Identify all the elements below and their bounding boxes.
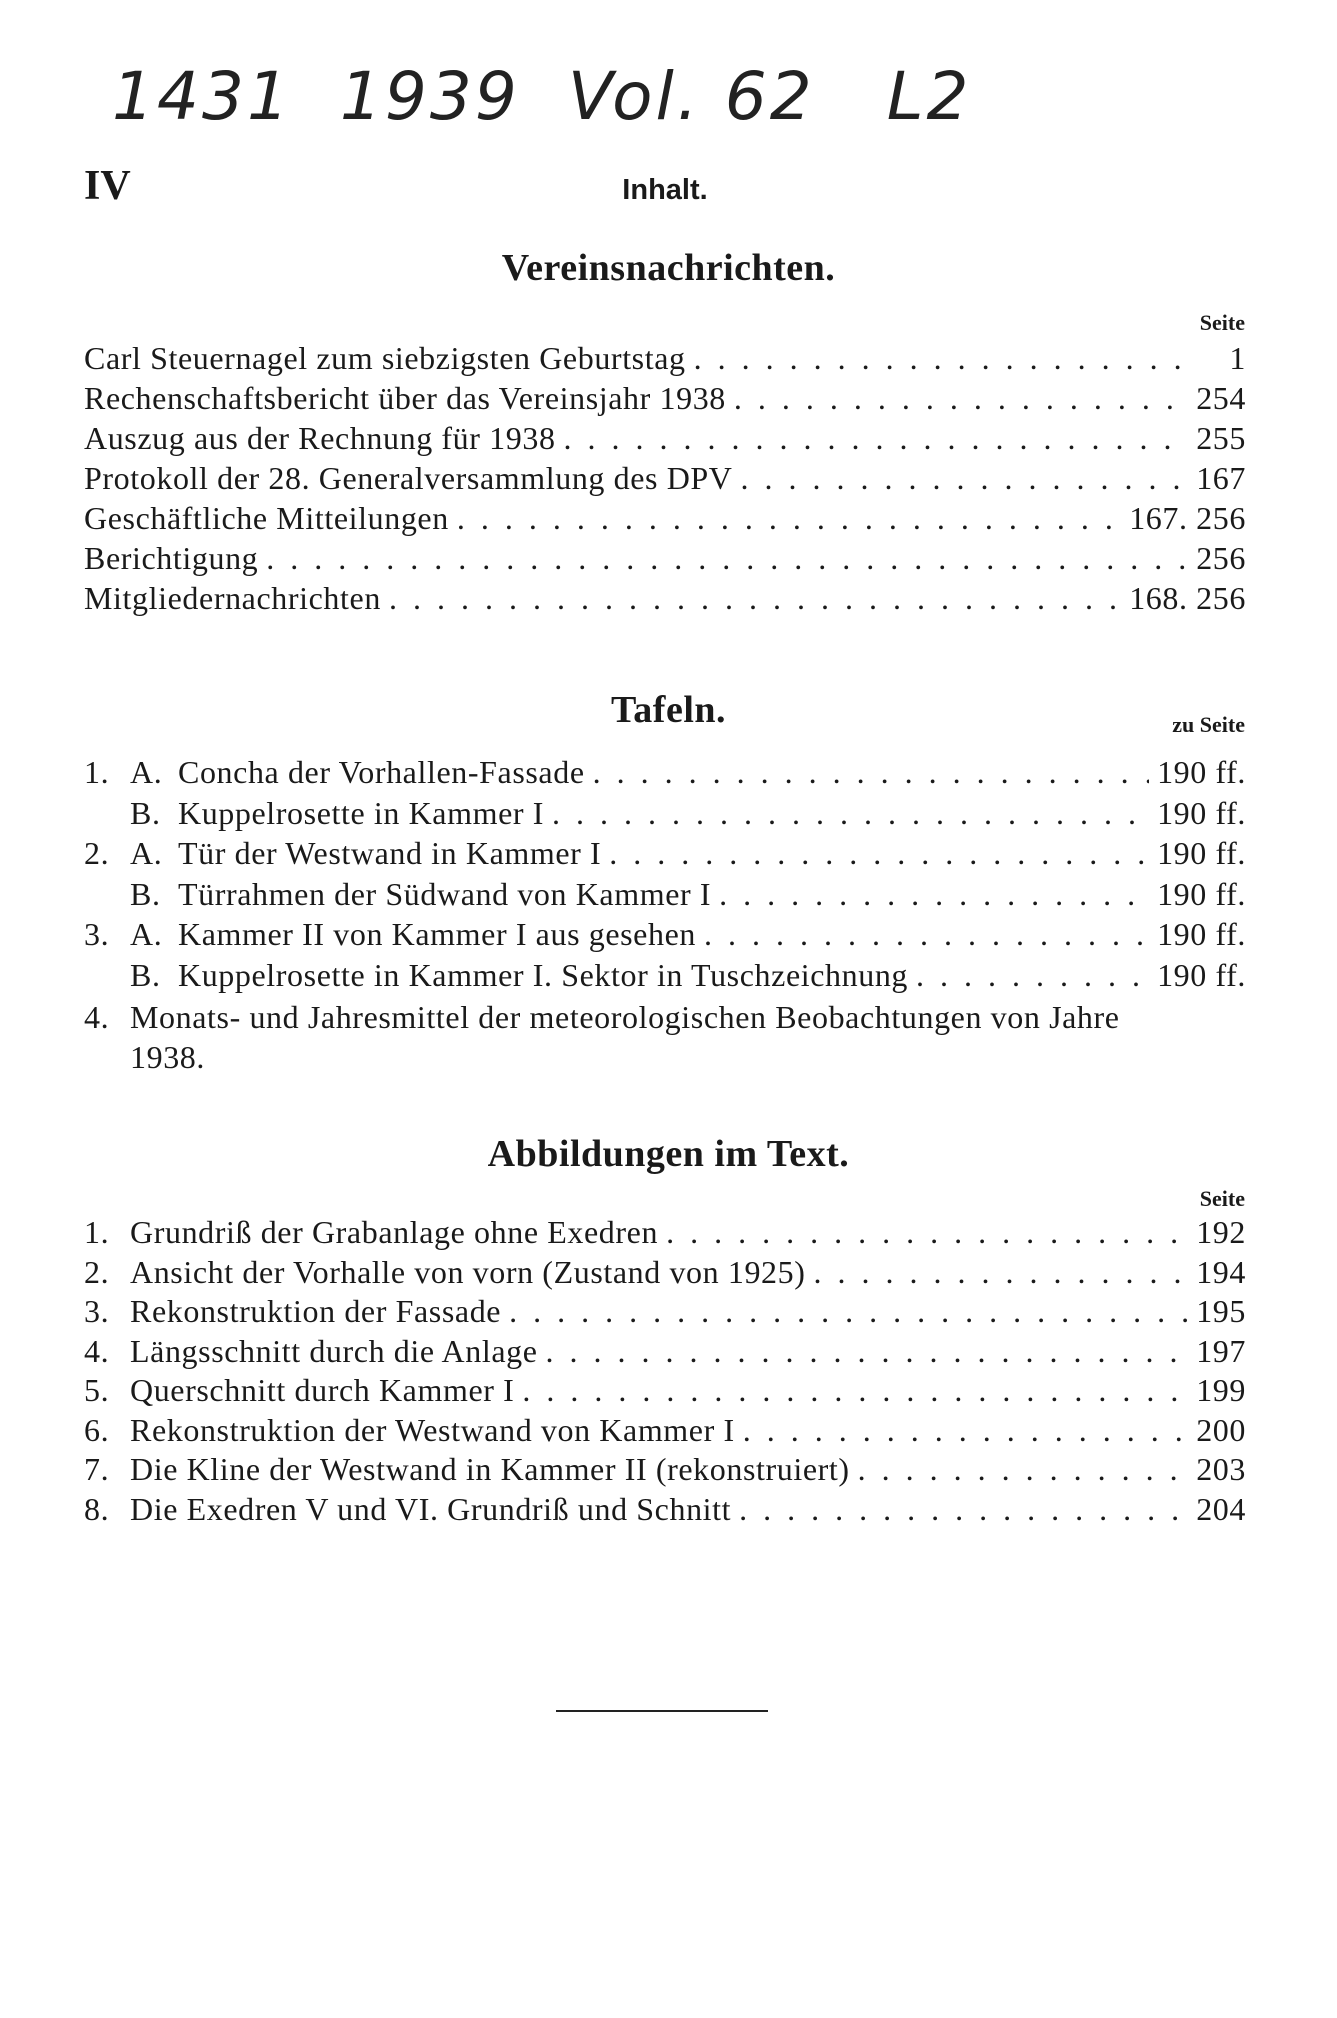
entry-title: Carl Steuernagel zum siebzigsten Geburtstag	[84, 340, 686, 376]
dot-leader	[457, 500, 1121, 537]
dot-leader	[609, 835, 1149, 872]
toc-list-abbildungen	[84, 1214, 1246, 1530]
toc-entry	[84, 500, 1246, 540]
column-label-seite: Seite	[1199, 310, 1245, 335]
toc-entry	[84, 540, 1246, 580]
toc-entry	[84, 1333, 1246, 1373]
entry-number: 4.	[84, 1332, 110, 1369]
entry-page: 254	[1196, 380, 1246, 416]
entry-title: Längsschnitt durch die Anlage	[130, 1332, 538, 1369]
entry-title: Querschnitt durch Kammer I	[130, 1372, 515, 1408]
entry-sub-letter: A.	[130, 754, 163, 790]
entry-page: 190 ff.	[1157, 875, 1246, 912]
toc-entry	[84, 916, 1246, 957]
toc-entry	[84, 754, 1246, 795]
column-label-seite: Seite	[1199, 1186, 1245, 1211]
entry-title: Rekonstruktion der Fassade	[130, 1293, 502, 1329]
toc-entry	[84, 957, 1246, 998]
dot-leader	[509, 1293, 1188, 1330]
entry-sub-letter: B.	[130, 875, 161, 912]
dot-leader	[694, 340, 1194, 377]
dot-leader	[593, 754, 1149, 791]
running-head: Inhalt.	[622, 174, 708, 206]
dot-leader	[546, 1333, 1189, 1370]
entry-title: Concha der Vorhallen-Fassade	[178, 754, 585, 790]
entry-page: 199	[1196, 1372, 1246, 1408]
toc-entry	[84, 580, 1246, 620]
dot-leader	[734, 380, 1188, 417]
entry-sub-letter: B.	[130, 794, 161, 831]
entry-title: Geschäftliche Mitteilungen	[84, 500, 449, 536]
toc-list-vereinsnachrichten	[84, 340, 1246, 620]
toc-entry	[84, 1293, 1246, 1333]
toc-entry	[84, 1412, 1246, 1452]
entry-sub-letter: A.	[130, 835, 163, 871]
entry-title: Kammer II von Kammer I aus gesehen	[178, 916, 696, 952]
dot-leader	[739, 1491, 1188, 1528]
page-number: IV	[84, 163, 131, 209]
entry-title: Türrahmen der Südwand von Kammer I	[178, 875, 712, 912]
entry-page: 190 ff.	[1157, 794, 1246, 831]
dot-leader	[552, 795, 1149, 832]
entry-page: 167	[1196, 460, 1246, 496]
section-title-tafeln: Tafeln.	[610, 689, 727, 731]
handwritten-annotation: 1431 1939 Vol. 62 L2	[112, 58, 972, 135]
entry-page: 200	[1196, 1411, 1246, 1448]
dot-leader	[719, 876, 1149, 913]
entry-title: Rekonstruktion der Westwand von Kammer I	[130, 1411, 735, 1448]
entry-page: 1	[1229, 340, 1246, 376]
dot-leader	[389, 580, 1121, 617]
entry-title: Tür der Westwand in Kammer I	[178, 835, 602, 871]
entry-title: Monats- und Jahresmittel der meteorologischen Beobachtungen von Jahre 1938.	[130, 999, 1120, 1075]
entry-title: Grundriß der Grabanlage ohne Exedren	[130, 1214, 659, 1250]
entry-title: Die Kline der Westwand in Kammer II (rekonstruiert)	[130, 1451, 850, 1487]
entry-page: 192	[1196, 1214, 1246, 1250]
entry-number: 7.	[84, 1451, 110, 1487]
toc-entry	[84, 997, 1246, 1077]
entry-number: 3.	[84, 1293, 110, 1329]
entry-title: Kuppelrosette in Kammer I	[178, 794, 544, 831]
dot-leader	[522, 1372, 1188, 1409]
entry-title: Die Exedren V und VI. Grundriß und Schnitt	[130, 1490, 732, 1527]
entry-number: 4.	[84, 999, 110, 1035]
entry-page: 197	[1196, 1332, 1246, 1369]
entry-page: 190 ff.	[1157, 956, 1246, 993]
entry-number: 8.	[84, 1490, 110, 1527]
toc-entry	[84, 1372, 1246, 1412]
entry-page: 190 ff.	[1157, 754, 1246, 790]
section-title-vereinsnachrichten: Vereinsnachrichten.	[501, 247, 836, 289]
entry-page: 195	[1196, 1293, 1246, 1329]
dot-leader	[704, 916, 1149, 953]
dot-leader	[266, 540, 1188, 577]
entry-number: 1.	[84, 1214, 110, 1250]
toc-entry	[84, 460, 1246, 500]
toc-entry	[84, 1214, 1246, 1254]
toc-entry	[84, 795, 1246, 836]
entry-title: Auszug aus der Rechnung für 1938	[84, 420, 556, 456]
column-label-zu-seite: zu Seite	[1172, 712, 1245, 737]
entry-page: 190 ff.	[1157, 835, 1246, 871]
entry-page: 190 ff.	[1157, 916, 1246, 952]
entry-number: 2.	[84, 1253, 110, 1290]
entry-page: 194	[1196, 1253, 1246, 1290]
entry-title: Rechenschaftsbericht über das Vereinsjahr 1938	[84, 380, 726, 416]
entry-number: 5.	[84, 1372, 110, 1408]
entry-number: 2.	[84, 835, 110, 871]
entry-title: Ansicht der Vorhalle von vorn (Zustand von 1925)	[130, 1253, 806, 1290]
entry-page: 168. 256	[1129, 580, 1246, 616]
entry-page: 255	[1196, 420, 1246, 456]
entry-title: Kuppelrosette in Kammer I. Sektor in Tuschzeichnung	[178, 956, 909, 993]
toc-entry	[84, 876, 1246, 917]
entry-title: Berichtigung	[84, 540, 259, 576]
section-title-abbildungen: Abbildungen im Text.	[487, 1133, 850, 1175]
entry-title: Mitgliedernachrichten	[84, 580, 381, 616]
entry-number: 1.	[84, 754, 110, 790]
dot-leader	[743, 1412, 1188, 1449]
dot-leader	[564, 420, 1189, 457]
entry-sub-letter: A.	[130, 916, 163, 952]
dot-leader	[814, 1254, 1189, 1291]
toc-entry	[84, 835, 1246, 876]
toc-entry	[84, 380, 1246, 420]
entry-page: 203	[1196, 1451, 1246, 1487]
end-rule	[556, 1710, 768, 1712]
dot-leader	[741, 460, 1189, 497]
dot-leader	[666, 1214, 1188, 1251]
entry-page: 167. 256	[1129, 500, 1246, 536]
entry-page: 256	[1196, 540, 1246, 576]
toc-entry	[84, 1254, 1246, 1294]
toc-entry	[84, 1451, 1246, 1491]
entry-page: 204	[1196, 1490, 1246, 1527]
dot-leader	[916, 957, 1149, 994]
entry-number: 3.	[84, 916, 110, 952]
entry-sub-letter: B.	[130, 956, 161, 993]
entry-number: 6.	[84, 1411, 110, 1448]
toc-entry	[84, 340, 1246, 380]
entry-title: Protokoll der 28. Generalversammlung des DPV	[84, 460, 733, 496]
toc-entry	[84, 1491, 1246, 1531]
dot-leader	[858, 1451, 1189, 1488]
toc-entry	[84, 420, 1246, 460]
toc-list-tafeln	[84, 754, 1246, 1077]
